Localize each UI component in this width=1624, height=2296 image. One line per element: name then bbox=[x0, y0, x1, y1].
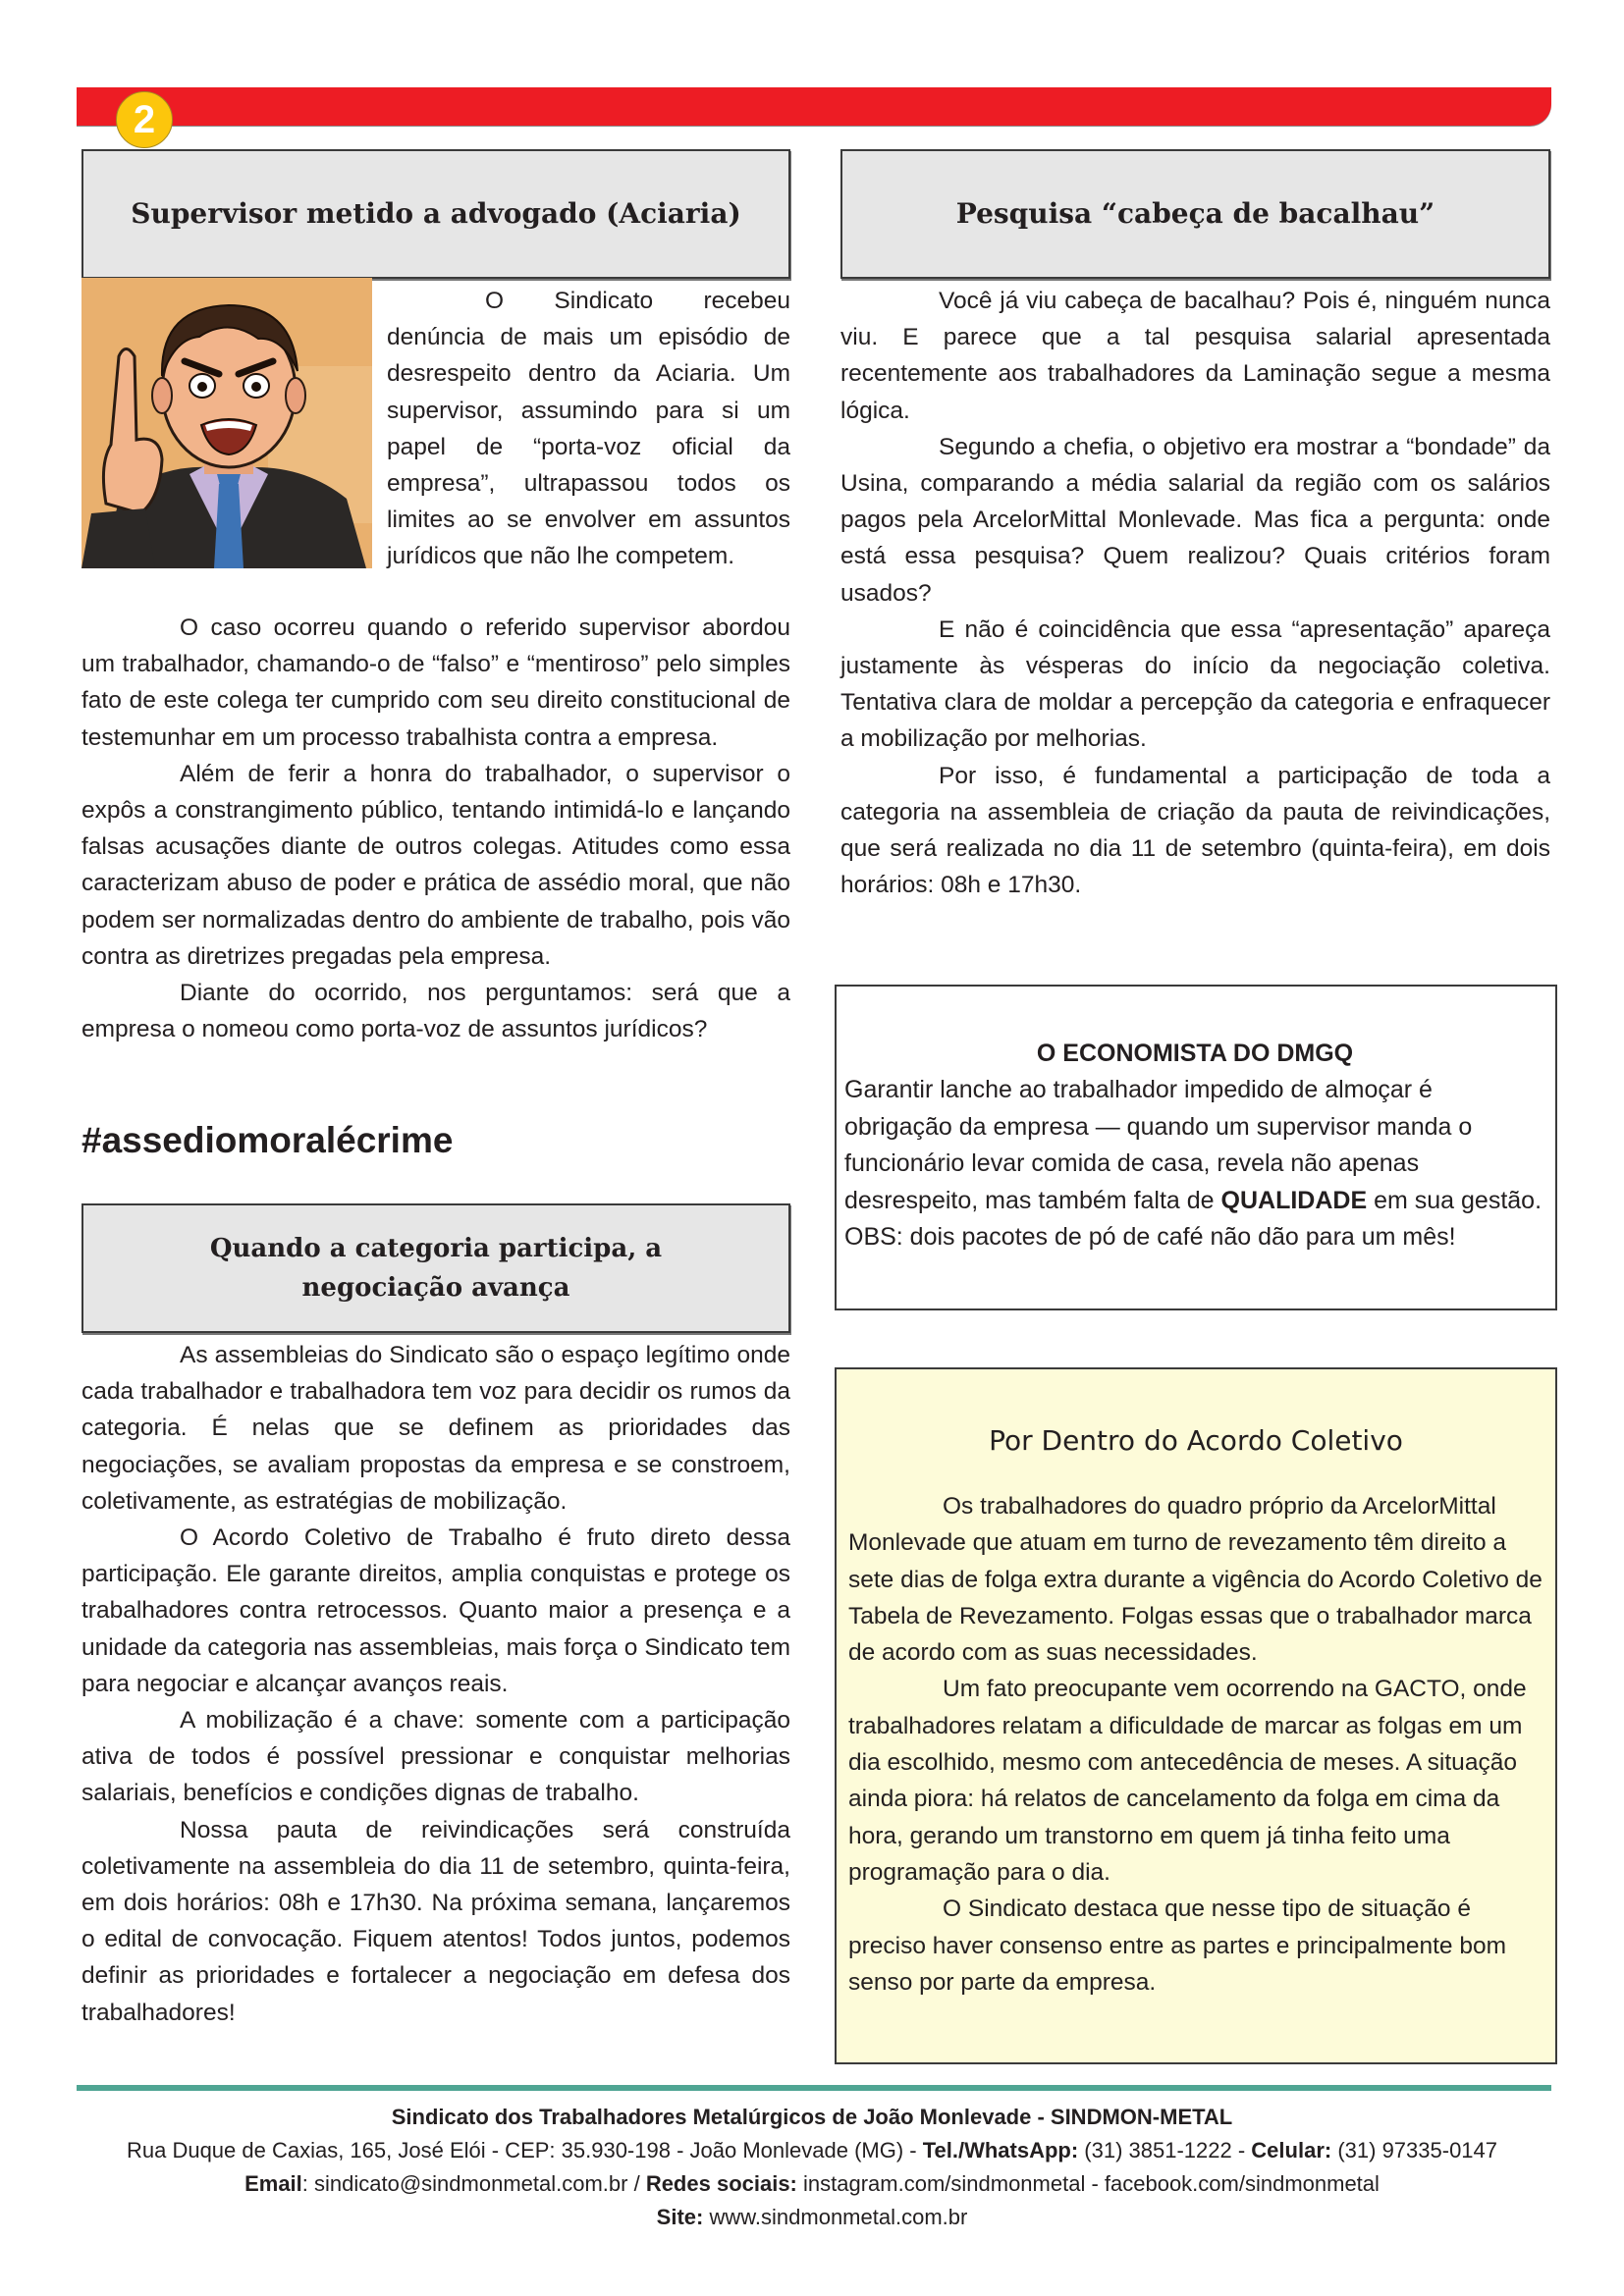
footer-cel-label: Celular: bbox=[1251, 2138, 1332, 2163]
footer-org-name: Sindicato dos Trabalhadores Metalúrgicos de João Monlevade - SINDMON-METAL bbox=[391, 2105, 1233, 2129]
supervisor-intro-paragraph: O Sindicato recebeu denúncia de mais um episódio de desrespeito dentro da Aciaria. Um supervisor, assumindo para si um papel de “porta-voz oficial da empresa”, ultrapassou todos os limites ao se envolver em assuntos jurídicos que não lhe competem. bbox=[387, 288, 790, 570]
footer-email-label: Email bbox=[244, 2171, 302, 2196]
economista-obs: OBS: dois pacotes de pó de café não dão para um mês! bbox=[844, 1223, 1456, 1251]
pesquisa-paragraph: E não é coincidência que essa “apresentação” apareça justamente às vésperas do início da negociação coletiva. Tentativa clara de moldar a percepção da categoria e enfraquecer a mobilização por melhorias. bbox=[840, 615, 1550, 753]
economista-text-start: Garantir lanche ao trabalhador impedido de almoçar é obrigação da empresa — quando um supervisor manda o funcionário levar comida de casa, revela não apenas desrespeito, mas também falta de bbox=[844, 1076, 1473, 1214]
categoria-article-body bbox=[81, 1337, 790, 2031]
footer-tel-value: (31) 3851-1222 - bbox=[1078, 2138, 1252, 2163]
pesquisa-paragraph: Segundo a chefia, o objetivo era mostrar a “bondade” da Usina, comparando a média salarial da região com os salários pagos pela ArcelorMittal Monlevade. Mas fica a pergunta: onde está essa pesquisa? Quem realizou? Quais critérios foram usados? bbox=[840, 433, 1550, 607]
supervisor-paragraph: Além de ferir a honra do trabalhador, o supervisor o expôs a constrangimento público, tentando intimidá-lo e lançando falsas acusações diante de outros colegas. Atitudes como essa caracterizam abuso de poder e prática de assédio moral, que não podem ser normalizadas dentro do ambiente de trabalho, pois vão contra as diretrizes pregadas pela empresa. bbox=[81, 760, 790, 970]
footer-email-value[interactable]: : sindicato@sindmonmetal.com.br / bbox=[301, 2171, 646, 2196]
supervisor-paragraph: Diante do ocorrido, nos perguntamos: será que a empresa o nomeou como porta-voz de assuntos jurídicos? bbox=[81, 980, 790, 1043]
supervisor-intro-text bbox=[387, 283, 790, 575]
footer-social-label: Redes sociais: bbox=[645, 2171, 797, 2196]
footer-divider bbox=[77, 2085, 1551, 2091]
categoria-paragraph: A mobilização é a chave: somente com a participação ativa de todos é possível pressionar e conquistar melhorias salariais, benefícios e condições dignas de trabalho. bbox=[81, 1707, 790, 1807]
acordo-title: Por Dentro do Acordo Coletivo bbox=[989, 1424, 1403, 1457]
article-title-pesquisa: Pesquisa “cabeça de bacalhau” bbox=[840, 149, 1550, 279]
footer-contact-line bbox=[0, 2167, 1624, 2201]
footer-site-line bbox=[0, 2201, 1624, 2234]
supervisor-paragraph: O caso ocorreu quando o referido supervisor abordou um trabalhador, chamando-o de “falso” e “mentiroso” pelo simples fato de este colega ter cumprido com seu direito constitucional de testemunhar em um processo trabalhista contra a empresa. bbox=[81, 614, 790, 751]
categoria-paragraph: O Acordo Coletivo de Trabalho é fruto direto dessa participação. Ele garante direitos, amplia conquistas e protege os trabalhadores contra retrocessos. Quanto maior a presença e a unidade da categoria nas assembleias, mais força o Sindicato tem para negociar e alcançar avanços reais. bbox=[81, 1524, 790, 1697]
footer-site-value[interactable]: www.sindmonmetal.com.br bbox=[703, 2205, 968, 2229]
article-title-supervisor: Supervisor metido a advogado (Aciaria) bbox=[81, 149, 790, 279]
economista-text-end: em sua gestão. bbox=[1367, 1186, 1543, 1214]
supervisor-cartoon-image bbox=[81, 278, 372, 568]
page-number-badge: 2 bbox=[116, 91, 173, 148]
economista-bold-word: QUALIDADE bbox=[1220, 1186, 1368, 1214]
acordo-text bbox=[848, 1488, 1543, 2001]
acordo-paragraph: Um fato preocupante vem ocorrendo na GACTO, onde trabalhadores relatam a dificuldade de marcar as folgas em um dia escolhido, mesmo com antecedência de meses. A situação ainda piora: há relatos de cancelamento da folga em cima da hora, gerando um transtorno em quem já tinha feito uma programação para o dia. bbox=[848, 1676, 1527, 1886]
acordo-coletivo-box bbox=[835, 1367, 1557, 2064]
supervisor-article-body bbox=[81, 610, 790, 1047]
pesquisa-paragraph: Por isso, é fundamental a participação de toda a categoria na assembleia de criação da pauta de reivindicações, que será realizada no dia 11 de setembro (quinta-feira), em dois horários: 08h e 17h30. bbox=[840, 762, 1550, 899]
acordo-paragraph: Os trabalhadores do quadro próprio da ArcelorMittal Monlevade que atuam em turno de revezamento têm direito a sete dias de folga extra durante a vigência do Acordo Coletivo de Tabela de Revezamento. Folgas essas que o trabalhador marca de acordo com as suas necessidades. bbox=[848, 1493, 1543, 1667]
footer-site-label: Site: bbox=[656, 2205, 704, 2229]
footer-tel-label: Tel./WhatsApp: bbox=[922, 2138, 1079, 2163]
economista-box bbox=[835, 985, 1557, 1310]
footer-cel-value: (31) 97335-0147 bbox=[1331, 2138, 1498, 2163]
footer-social-value[interactable]: instagram.com/sindmonmetal - facebook.com/sindmonmetal bbox=[796, 2171, 1380, 2196]
angry-supervisor-illustration-icon bbox=[81, 278, 372, 568]
article-title-categoria: Quando a categoria participa, a negociação avança bbox=[81, 1203, 790, 1333]
footer-org-line bbox=[0, 2101, 1624, 2134]
footer-address-line bbox=[0, 2134, 1624, 2167]
page-header-bar bbox=[77, 87, 1551, 126]
pesquisa-paragraph: Você já viu cabeça de bacalhau? Pois é, ninguém nunca viu. E parece que a tal pesquisa salarial apresentada recentemente aos trabalhadores da Laminação segue a mesma lógica. bbox=[840, 288, 1550, 424]
hashtag-assedio: #assediomoralécrime bbox=[81, 1120, 454, 1160]
pesquisa-article-body bbox=[840, 283, 1550, 903]
economista-text bbox=[844, 1072, 1545, 1256]
economista-title: O ECONOMISTA DO DMGQ bbox=[1036, 1040, 1354, 1067]
footer-address: Rua Duque de Caxias, 165, José Elói - CEP: 35.930-198 - João Monlevade (MG) - bbox=[126, 2138, 923, 2163]
footer bbox=[0, 2101, 1624, 2234]
categoria-paragraph: As assembleias do Sindicato são o espaço legítimo onde cada trabalhador e trabalhadora tem voz para decidir os rumos da categoria. É nelas que se definem as prioridades das negociações, se avaliam propostas da empresa e se constroem, coletivamente, as estratégias de mobilização. bbox=[81, 1342, 790, 1515]
acordo-paragraph: O Sindicato destaca que nesse tipo de situação é preciso haver consenso entre as partes e principalmente bom senso por parte da empresa. bbox=[848, 1896, 1507, 1996]
categoria-paragraph: Nossa pauta de reivindicações será construída coletivamente na assembleia do dia 11 de setembro, quinta-feira, em dois horários: 08h e 17h30. Na próxima semana, lançaremos o edital de convocação. Fiquem atentos! Todos juntos, podemos definir as prioridades e fortalecer a negociação em defesa dos trabalhadores! bbox=[81, 1816, 790, 2026]
